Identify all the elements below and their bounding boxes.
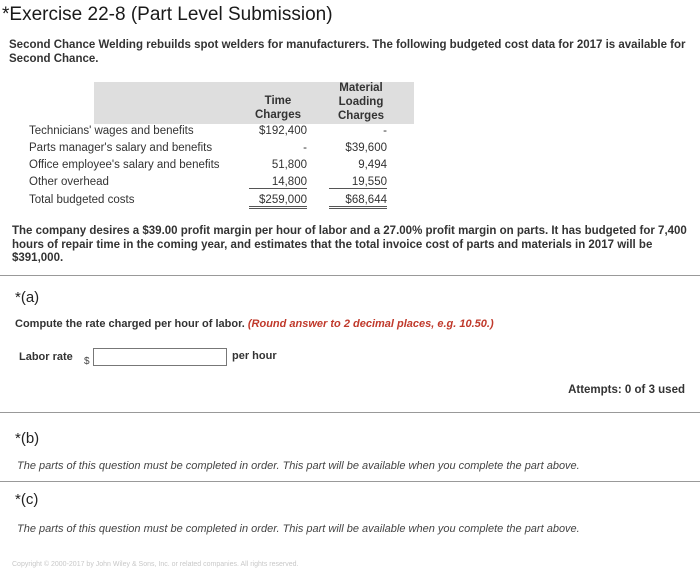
per-hour-unit: per hour <box>232 350 277 362</box>
time-value: 51,800 <box>271 159 307 171</box>
material-charges-header <box>325 81 397 123</box>
part-b-locked-message: The parts of this question must be completed in order. This part will be available when you complete the part above. <box>17 460 580 472</box>
time-header-line1: Time <box>264 95 292 107</box>
part-c-locked-message: The parts of this question must be completed in order. This part will be available when you complete the part above. <box>17 523 580 535</box>
time-charges-header <box>243 94 313 122</box>
table-row <box>29 142 399 158</box>
part-b-heading: *(b) <box>15 430 40 447</box>
time-header-line2: Charges <box>254 109 302 121</box>
row-label: Technicians' wages and benefits <box>29 125 194 137</box>
exercise-title: *Exercise 22-8 (Part Level Submission) <box>2 4 333 25</box>
divider <box>0 481 700 482</box>
material-value: 19,550 <box>329 176 387 189</box>
time-value: - <box>303 142 307 154</box>
part-c-heading: *(c) <box>15 491 39 508</box>
attempts-counter: Attempts: 0 of 3 used <box>568 384 685 396</box>
divider <box>0 275 700 276</box>
table-row <box>29 125 399 141</box>
material-value: - <box>383 125 387 137</box>
table-row <box>29 176 399 192</box>
intro-text: Second Chance Welding rebuilds spot welders for manufacturers. The following budgeted cost data for 2017 is available for Second Chance. <box>9 39 686 65</box>
currency-symbol: $ <box>84 356 90 367</box>
material-header-line2: Loading <box>338 96 384 108</box>
time-value: $259,000 <box>249 194 307 209</box>
material-value: $68,644 <box>329 194 387 209</box>
labor-rate-input[interactable] <box>93 348 227 366</box>
time-value: 14,800 <box>249 176 307 189</box>
material-header-line3: Charges <box>337 110 385 122</box>
problem-text: The company desires a $39.00 profit margin per hour of labor and a 27.00% profit margin on parts. It has budgeted for 7,400 hours of repair time in the coming year, and estimates that the total invoice cost of parts and materials in 2017 will be $391,000. <box>12 225 687 264</box>
row-label: Total budgeted costs <box>29 194 135 206</box>
part-a-heading: *(a) <box>15 289 40 306</box>
time-value: $192,400 <box>259 125 307 137</box>
material-value: $39,600 <box>345 142 387 154</box>
row-label: Office employee's salary and benefits <box>29 159 220 171</box>
table-row <box>29 159 399 175</box>
row-label: Parts manager's salary and benefits <box>29 142 213 154</box>
part-a-instruction <box>15 318 494 330</box>
divider <box>0 412 700 413</box>
table-row-total <box>29 194 399 210</box>
rounding-hint: (Round answer to 2 decimal places, e.g. 10.50.) <box>247 318 494 330</box>
labor-rate-label: Labor rate <box>19 351 73 363</box>
instruction-text: Compute the rate charged per hour of labor. <box>15 318 245 330</box>
material-header-line1: Material <box>339 82 383 94</box>
material-value: 9,494 <box>358 159 387 171</box>
row-label: Other overhead <box>29 176 109 188</box>
copyright-footer: Copyright © 2000-2017 by John Wiley & Sons, Inc. or related companies. All rights reserved. <box>12 561 299 568</box>
